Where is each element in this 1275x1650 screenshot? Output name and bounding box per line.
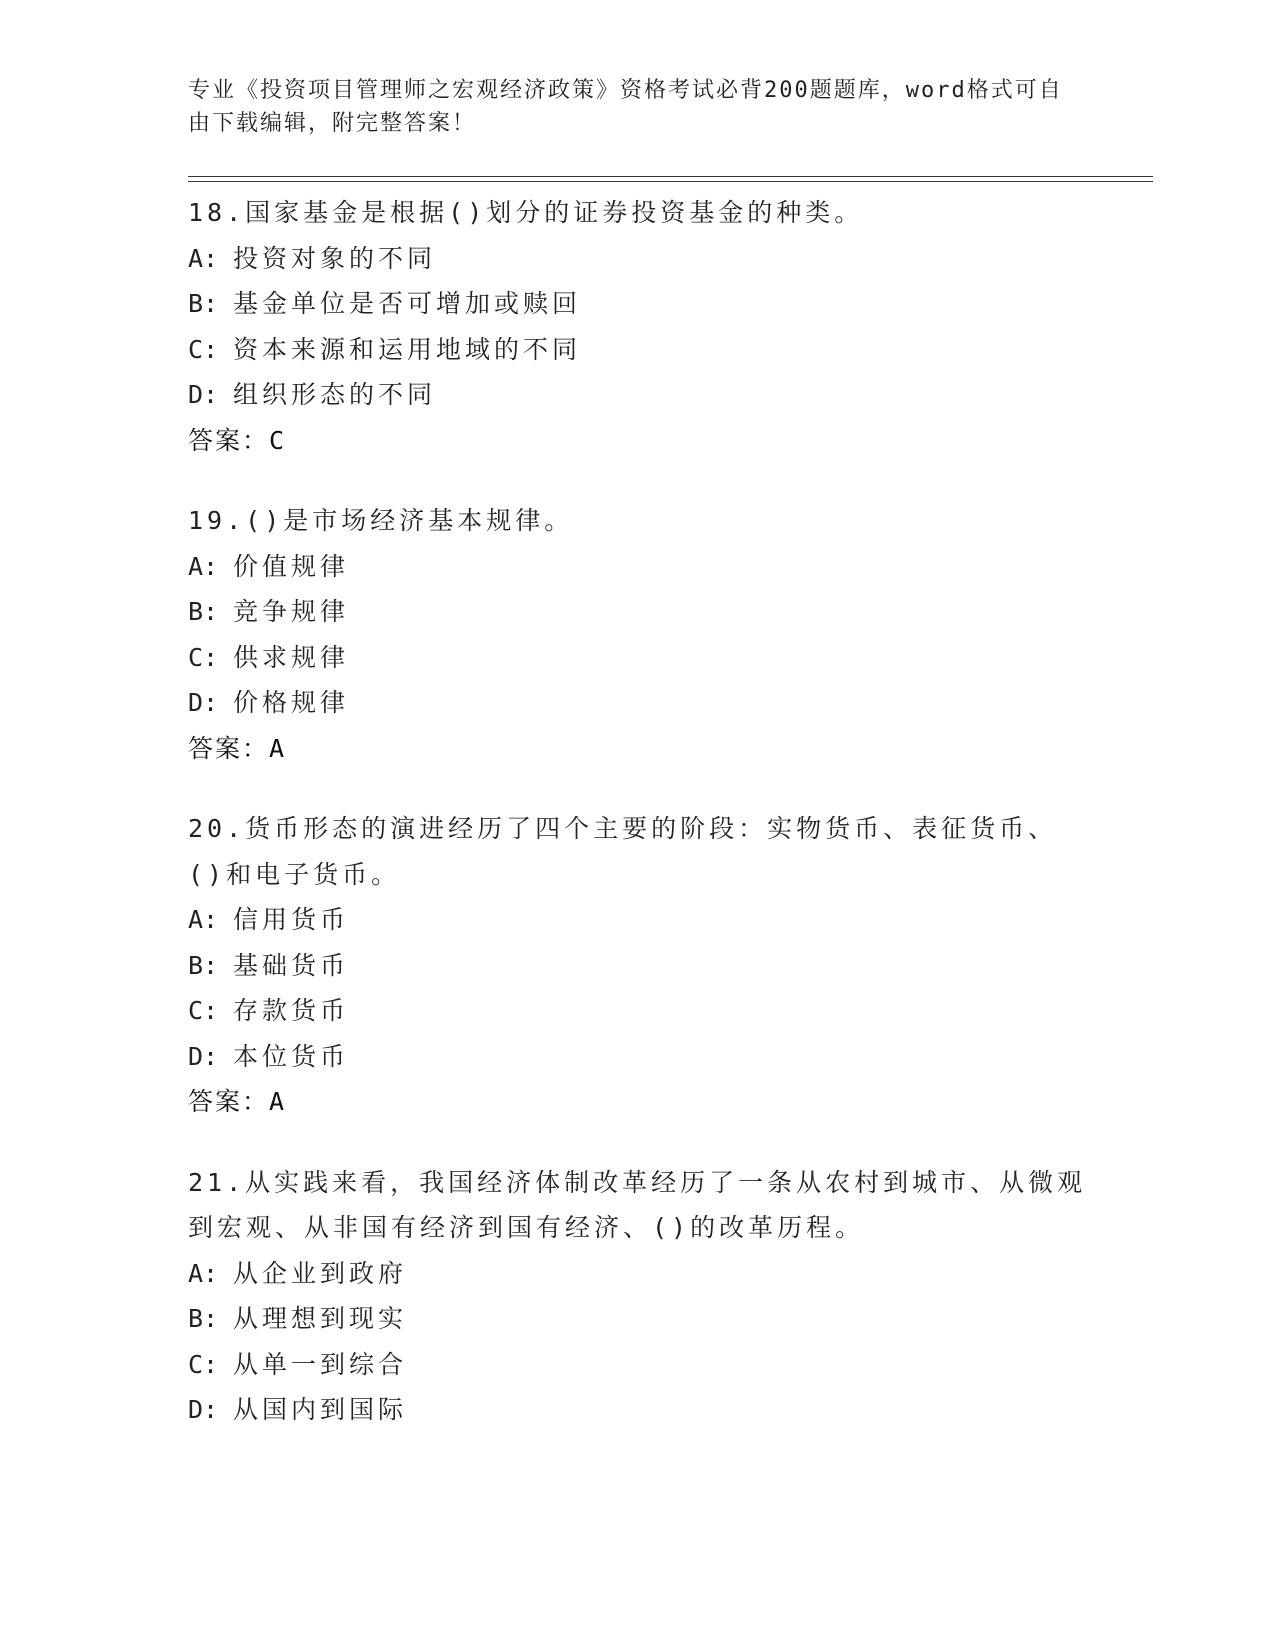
question-19	[188, 498, 1088, 771]
option-text: 基金单位是否可增加或赎回	[233, 289, 582, 318]
option-a	[188, 1251, 1088, 1297]
option-text: 本位货币	[233, 1041, 350, 1071]
option-text: 信用货币	[233, 905, 350, 934]
option-letter: B:	[188, 289, 219, 318]
option-text: 存款货币	[233, 996, 350, 1025]
header-divider-top	[188, 176, 1153, 177]
option-letter: A:	[188, 243, 219, 273]
option-text: 资本来源和运用地域的不同	[233, 334, 582, 364]
option-text: 从单一到综合	[233, 1349, 408, 1379]
answer-label: 答案：	[188, 733, 270, 763]
option-text: 从国内到国际	[233, 1395, 408, 1424]
answer-value: A	[269, 1087, 286, 1116]
option-text: 竞争规律	[233, 597, 350, 626]
option-text: 从理想到现实	[233, 1304, 408, 1333]
option-a	[188, 236, 1088, 282]
question-text: 18.国家基金是根据()划分的证券投资基金的种类。	[188, 198, 864, 227]
option-text: 从企业到政府	[233, 1258, 408, 1288]
option-text: 价值规律	[233, 551, 350, 581]
option-b	[188, 281, 1088, 327]
option-letter: C:	[188, 642, 219, 672]
option-d	[188, 372, 1088, 418]
question-list	[188, 190, 1088, 1468]
option-text: 基础货币	[233, 950, 350, 980]
option-letter: C:	[188, 996, 219, 1025]
option-text: 投资对象的不同	[233, 243, 437, 273]
answer-value: A	[269, 733, 286, 763]
option-text: 供求规律	[233, 642, 350, 672]
option-c	[188, 327, 1088, 373]
answer-line	[188, 418, 1088, 464]
question-21	[188, 1160, 1088, 1433]
answer-line	[188, 1079, 1088, 1125]
option-d	[188, 680, 1088, 726]
question-text: 19.()是市场经济基本规律。	[188, 506, 574, 535]
option-b	[188, 943, 1088, 989]
option-b	[188, 589, 1088, 635]
option-letter: D:	[188, 1041, 219, 1071]
option-letter: B:	[188, 597, 219, 626]
answer-label: 答案：	[188, 425, 270, 455]
option-c	[188, 1342, 1088, 1388]
option-c	[188, 988, 1088, 1034]
option-text: 价格规律	[233, 688, 350, 717]
option-text: 组织形态的不同	[233, 380, 437, 409]
option-letter: A:	[188, 905, 219, 934]
question-20	[188, 806, 1088, 1125]
option-letter: C:	[188, 334, 219, 364]
header-divider-bottom	[188, 181, 1153, 182]
answer-value: C	[269, 425, 286, 455]
option-letter: A:	[188, 551, 219, 581]
option-letter: A:	[188, 1258, 219, 1288]
option-b	[188, 1296, 1088, 1342]
option-letter: B:	[188, 1304, 219, 1333]
option-c	[188, 635, 1088, 681]
answer-label: 答案：	[188, 1087, 270, 1116]
option-letter: B:	[188, 950, 219, 980]
answer-line	[188, 726, 1088, 772]
option-a	[188, 897, 1088, 943]
option-letter: C:	[188, 1349, 219, 1379]
question-18	[188, 190, 1088, 463]
question-text: 21.从实践来看，我国经济体制改革经历了一条从农村到城市、从微观到宏观、从非国有经济到国有经济、()的改革历程。	[188, 1167, 1087, 1242]
document-header: 专业《投资项目管理师之宏观经济政策》资格考试必背200题题库，word格式可自由下载编辑，附完整答案！	[188, 78, 1063, 136]
question-text: 20.货币形态的演进经历了四个主要的阶段：实物货币、表征货币、()和电子货币。	[188, 814, 1058, 889]
option-d	[188, 1387, 1088, 1433]
option-d	[188, 1034, 1088, 1080]
option-letter: D:	[188, 688, 219, 717]
option-a	[188, 544, 1088, 590]
option-letter: D:	[188, 1395, 219, 1424]
option-letter: D:	[188, 380, 219, 409]
